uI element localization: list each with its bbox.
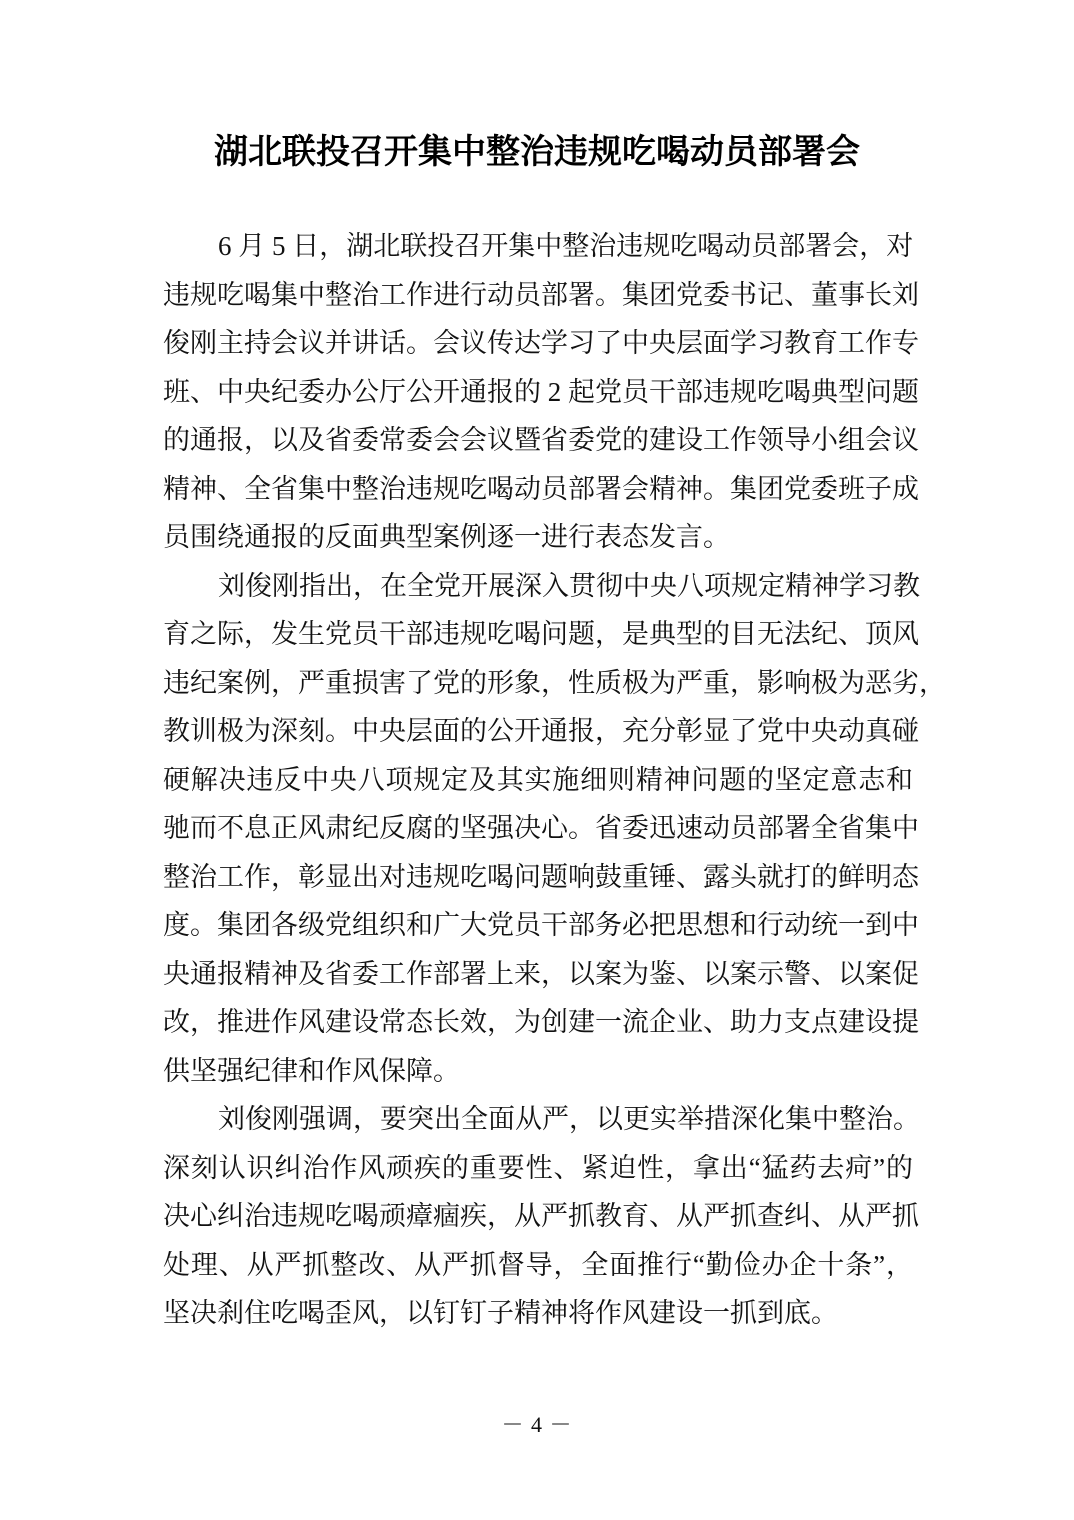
- body-line: 班、中央纪委办公厅公开通报的 2 起党员干部违规吃喝典型问题: [163, 376, 919, 407]
- body-line: 育之际，发生党员干部违规吃喝问题，是典型的目无法纪、顶风: [163, 619, 919, 649]
- body-line: 央通报精神及省委工作部署上来，以案为鉴、以案示警、以案促: [163, 958, 919, 989]
- body-line: 改，推进作风建设常态长效，为创建一流企业、助力支点建设提: [163, 1007, 919, 1037]
- page-number: － 4 －: [501, 1412, 573, 1437]
- document-body: [163, 222, 946, 1338]
- body-line: 刘俊刚指出，在全党开展深入贯彻中央八项规定精神学习教: [218, 570, 920, 601]
- body-line: 决心纠治违规吃喝顽瘴痼疾，从严抓教育、从严抓查纠、从严抓: [163, 1201, 919, 1231]
- body-line: 教训极为深刻。中央层面的公开通报，充分彰显了党中央动真碰: [163, 716, 919, 746]
- body-line: 供坚强纪律和作风保障。: [163, 1055, 460, 1086]
- body-line: 度。集团各级党组织和广大党员干部务必把思想和行动统一到中: [163, 910, 919, 940]
- body-line: 的通报，以及省委常委会会议暨省委党的建设工作领导小组会议: [163, 425, 919, 455]
- body-line: 员围绕通报的反面典型案例逐一进行表态发言。: [163, 522, 730, 552]
- body-line: 违规吃喝集中整治工作进行动员部署。集团党委书记、董事长刘: [163, 279, 919, 310]
- body-line: 违纪案例，严重损害了党的形象，性质极为严重，影响极为恶劣，: [163, 667, 946, 698]
- document-title: 湖北联投召开集中整治违规吃喝动员部署会: [214, 134, 860, 171]
- body-line: 俊刚主持会议并讲话。会议传达学习了中央层面学习教育工作专: [163, 328, 919, 358]
- body-line: 刘俊刚强调，要突出全面从严，以更实举措深化集中整治。: [218, 1104, 920, 1134]
- body-line: 6 月 5 日，湖北联投召开集中整治违规吃喝动员部署会，对: [218, 231, 914, 261]
- body-line: 硬解决违反中央八项规定及其实施细则精神问题的坚定意志和: [163, 764, 913, 795]
- body-line: 整治工作，彰显出对违规吃喝问题响鼓重锤、露头就打的鲜明态: [163, 861, 919, 892]
- body-line: 驰而不息正风肃纪反腐的坚强决心。省委迅速动员部署全省集中: [163, 813, 919, 843]
- body-line: 处理、从严抓整改、从严抓督导，全面推行“勤俭办企十条”，: [163, 1249, 913, 1280]
- body-line: 精神、全省集中整治违规吃喝动员部署会精神。集团党委班子成: [163, 473, 919, 504]
- body-line: 坚决刹住吃喝歪风，以钉钉子精神将作风建设一抓到底。: [163, 1298, 838, 1328]
- body-line: 深刻认识纠治作风顽疾的重要性、紧迫性，拿出“猛药去疴”的: [163, 1152, 913, 1183]
